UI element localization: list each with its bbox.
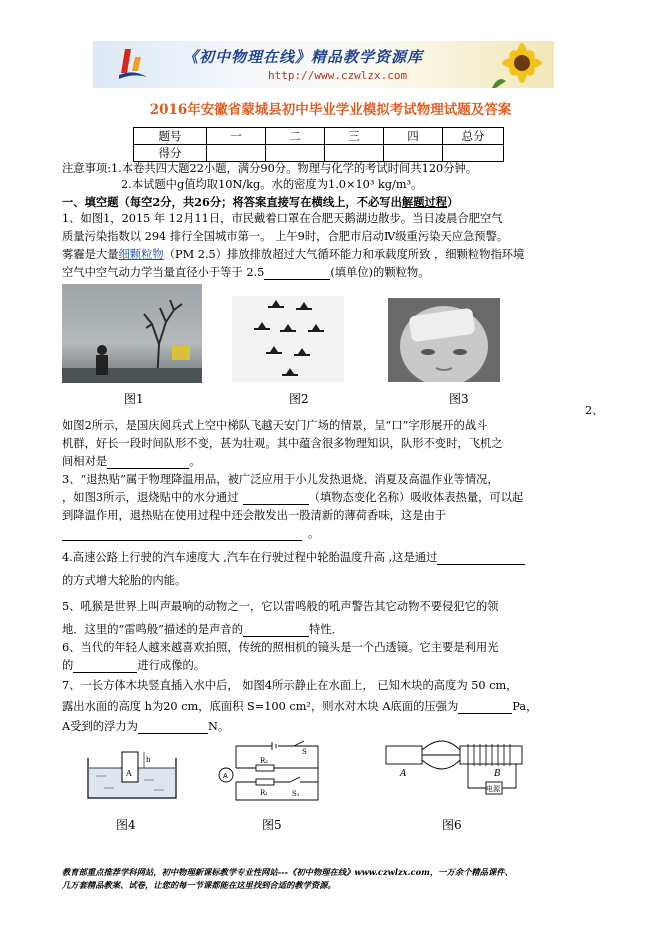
score-table-row	[134, 145, 504, 162]
figure-4-caption: 图4	[116, 818, 136, 832]
answer-blank[interactable]	[243, 492, 309, 505]
question-4-line-2: 的方式增大轮胎的内能。	[62, 574, 187, 587]
table-header-cell: 一	[207, 128, 266, 145]
question-1-text: (填单位)的颗粒物。	[330, 266, 430, 279]
table-header-cell: 题号	[134, 128, 207, 145]
figure-6-label-b: B	[494, 769, 501, 779]
question-4-text: 4.高速公路上行驶的汽车速度大 ,汽车在行驶过程中轮胎温度升高 ,这是通过	[62, 551, 438, 564]
figure-5-label-s: S	[302, 748, 307, 756]
figure-1-caption: 图1	[124, 392, 144, 406]
question-2-text: 。	[189, 455, 201, 468]
question-1-line-4	[62, 266, 430, 280]
score-cell[interactable]	[384, 145, 443, 162]
question-3-text: 。	[308, 527, 320, 540]
score-cell[interactable]	[266, 145, 325, 162]
answer-blank[interactable]	[73, 660, 137, 673]
table-row-label: 得分	[134, 145, 207, 162]
table-header-cell: 三	[325, 128, 384, 145]
pm25-link[interactable]: 细颗粒物	[118, 248, 164, 261]
section-heading	[62, 195, 458, 209]
figure-5-label-r1: R₁	[260, 789, 269, 797]
header-banner	[93, 41, 554, 88]
question-3-line-1: 3、“退热贴”属于物理降温用品，被广泛应用于小儿发热退烧、消夏及高温作业等情况，	[62, 473, 499, 486]
score-table-header-row	[134, 128, 504, 145]
figure-2-photo	[232, 296, 344, 382]
question-7-line-2	[62, 700, 537, 714]
page-footer	[62, 866, 602, 892]
question-7-line-1: 7、一长方体木块竖直插入水中后， 如图4所示静止在水面上， 已知木块的高度为 50 cm，	[62, 679, 518, 692]
table-header-cell: 四	[384, 128, 443, 145]
note-2: 2.本试题中g值均取10N/kg。水的密度为1.0×10³ kg/m³。	[121, 178, 423, 191]
question-3-line-3: 到降温作用，退热贴在使用过程中还会散发出一股清新的薄荷香味，这是由于	[62, 509, 447, 522]
score-cell[interactable]	[443, 145, 504, 162]
banner-title: 《初中物理在线》精品教学资源库	[183, 48, 424, 66]
figure-5-label-s1: S₁	[292, 790, 300, 798]
figure-6-label-a: A	[400, 769, 407, 779]
question-2-line-2: 机群，好长一段时间队形不变，甚为壮观。其中蕴含很多物理知识，队形不变时，飞机之	[62, 437, 503, 450]
question-4-line-1	[62, 551, 525, 565]
figure-1-photo	[62, 284, 202, 383]
answer-blank[interactable]	[62, 528, 302, 541]
question-1-text: 空气中空气动力学当量直径小于等于 2.5	[62, 266, 265, 279]
score-cell[interactable]	[325, 145, 384, 162]
question-5-text: 特性．	[309, 623, 343, 636]
question-5-line-2	[62, 623, 343, 637]
question-1-text: 雾霾是大量	[62, 248, 119, 261]
question-2-text: 间相对是	[62, 455, 108, 468]
figure-4-label-h: h	[146, 756, 151, 764]
question-6-text: 的	[62, 659, 74, 672]
question-6-line-1: 6、当代的年轻人越来越喜欢拍照，传统的照相机的镜头是一个凸透镜。它主要是利用光	[62, 641, 499, 654]
score-cell[interactable]	[207, 145, 266, 162]
figure-4-label-a: A	[126, 769, 132, 778]
section-heading-underlined: 解题过程	[401, 195, 448, 209]
answer-blank[interactable]	[437, 552, 525, 565]
question-7-text: N。	[207, 720, 230, 733]
question-7-text: 露出水面的高度 h为20 cm，底面积 S=100 cm²，则水对木块 A底面的压强为	[62, 700, 459, 713]
question-5-text: 地．这里的“雷鸣般”描述的是声音的	[62, 623, 244, 636]
document-title: 2016年安徽省蒙城县初中毕业学业模拟考试物理试题及答案	[149, 102, 512, 118]
question-1-line-1: 1、如图1，2015 年 12月11日，市民戴着口罩在合肥天鹅湖边散步。当日凌晨合肥空气	[62, 212, 503, 225]
banner-url: http://www.czwlzx.com	[268, 69, 408, 82]
question-3-line-2	[62, 491, 523, 505]
question-1-line-2: 质量污染指数以 294 排行全国城市第一。 上午9时，合肥市启动Ⅳ级重污染天应急预警。	[62, 230, 509, 243]
sunflower-icon	[484, 41, 554, 88]
answer-blank[interactable]	[107, 456, 189, 469]
question-1-text: （PM 2.5）排放排放超过大气循环能力和承载度所致 ，细颗粒物指环境	[163, 248, 525, 261]
table-header-cell: 总分	[443, 128, 504, 145]
question-7-text: Pa，	[512, 700, 538, 713]
figure-6-caption: 图6	[442, 818, 462, 832]
answer-blank[interactable]	[458, 701, 512, 714]
answer-blank[interactable]	[138, 721, 208, 734]
figure-4-diagram	[84, 744, 180, 802]
section-heading-end: ）	[447, 195, 459, 209]
section-heading-text: 一、填空题（每空2分，共26分；将答案直接写在横线上，不必写出	[62, 195, 402, 209]
figure-5-diagram	[212, 740, 332, 806]
footer-line-1: 教育部重点推荐学科网站，初中物理新课标教学专业性网站---《初中物理在线》www.czwlzx.com，一万余个精品课件、	[62, 867, 513, 877]
question-3-text: （填物态变化名称）吸收体表热量，可以起	[308, 491, 524, 504]
figure-3-caption: 图3	[449, 392, 469, 406]
question-7-text: A受到的浮力为	[62, 720, 138, 733]
table-header-cell: 二	[266, 128, 325, 145]
figure-5-label-r2: R₂	[260, 757, 269, 765]
question-6-text: 进行成像的。	[137, 659, 206, 672]
figure-6-label-power: 电源	[486, 785, 500, 793]
site-logo-icon	[117, 47, 149, 81]
question-3-line-4	[62, 527, 319, 541]
figure-3-photo	[388, 298, 500, 382]
question-6-line-2	[62, 659, 205, 673]
question-1-line-3	[62, 248, 524, 262]
question-2-number: 2、	[585, 404, 604, 417]
figure-5-caption: 图5	[262, 818, 282, 832]
question-2-line-3	[62, 455, 201, 469]
question-5-line-1: 5、吼猴是世界上叫声最响的动物之一，它以雷鸣般的吼声警告其它动物不要侵犯它的领	[62, 600, 499, 613]
notes-line-1	[62, 162, 477, 176]
figure-6-diagram	[380, 740, 530, 806]
question-2-line-1: 如图2所示，是国庆阅兵式上空中梯队飞越天安门广场的情景，呈“口”字形展开的战斗	[62, 419, 488, 432]
note-1: 1.本卷共四大题22小题，满分90分。物理与化学的考试时间共120分钟。	[111, 162, 478, 175]
answer-blank[interactable]	[264, 267, 330, 280]
answer-blank[interactable]	[243, 624, 309, 637]
question-7-line-3	[62, 720, 229, 734]
question-3-text: ，如图3所示，退烧贴中的水分通过	[62, 491, 239, 504]
figure-2-caption: 图2	[289, 392, 309, 406]
figure-5-label-a: A	[223, 772, 228, 780]
score-table	[133, 127, 504, 162]
footer-line-2: 几万套精品教案、试卷，让您的每一节课都能在这里找到合适的教学资源。	[62, 880, 336, 890]
notes-label: 注意事项:	[62, 162, 111, 175]
